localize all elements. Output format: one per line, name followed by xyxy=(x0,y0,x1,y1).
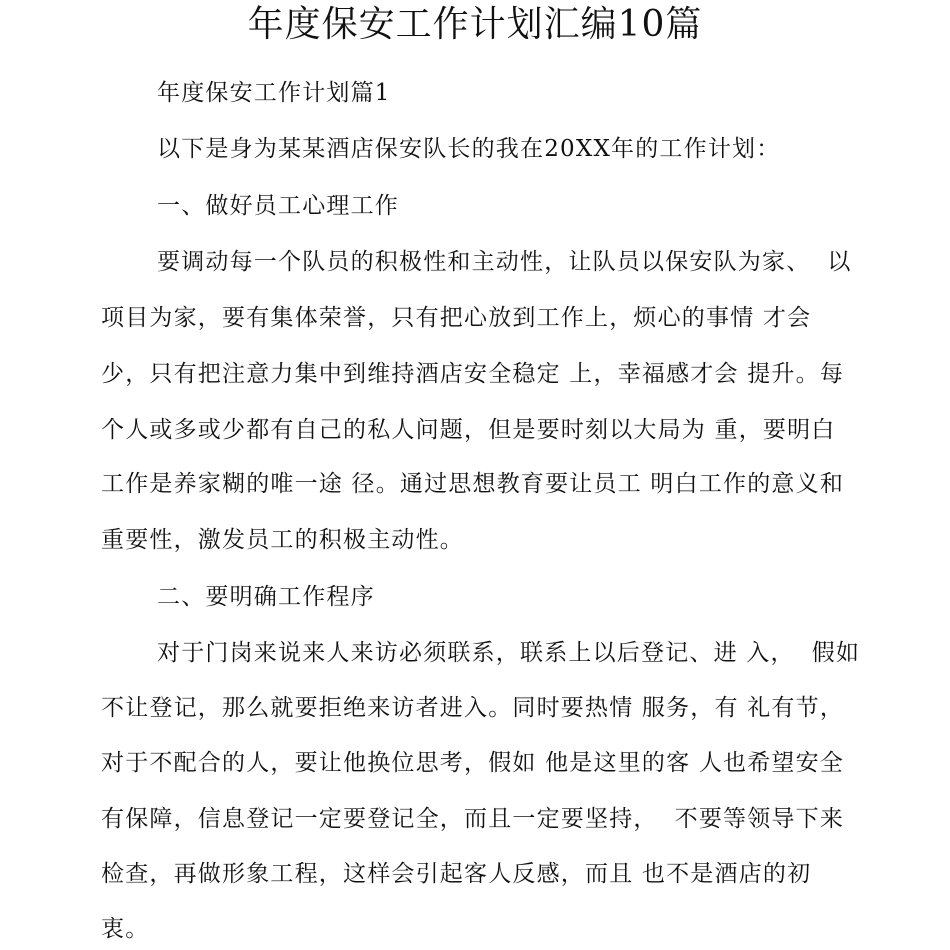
paragraph-line: 项目为家，要有集体荣誉，只有把心放到工作上，烦心的事情 才会 xyxy=(101,305,812,331)
paragraph-line: 要调动每一个队员的积极性和主动性，让队员以保安队为家、 以 xyxy=(157,249,852,275)
paragraph-line: 有保障，信息登记一定要登记全，而且一定要坚持， 不要等领导下来 xyxy=(101,806,845,832)
paragraph-line: 不让登记，那么就要拒绝来访者进入。同时要热情 服务，有 礼有节， xyxy=(101,695,845,721)
paragraph-line: 对于不配合的人，要让他换位思考，假如 他是这里的客 人也希望安全 xyxy=(101,750,845,776)
section-heading-article-1: 年度保安工作计划篇1 xyxy=(157,80,391,106)
section-heading-2: 二、要明确工作程序 xyxy=(157,584,375,610)
intro-paragraph: 以下是身为某某酒店保安队长的我在20XX年的工作计划： xyxy=(157,136,781,162)
paragraph-line: 工作是养家糊的唯一途 径。通过思想教育要让员工 明白工作的意义和 xyxy=(101,471,845,497)
paragraph-line: 衷。 xyxy=(101,916,150,942)
paragraph-line: 少，只有把注意力集中到维持酒店安全稳定 上，幸福感才会 提升。每 xyxy=(101,361,845,387)
paragraph-line: 对于门岗来说来人来访必须联系，联系上以后登记、进 入， 假如 xyxy=(157,640,861,666)
section-heading-1: 一、做好员工心理工作 xyxy=(157,193,399,219)
document-title: 年度保安工作计划汇编10篇 xyxy=(247,4,703,45)
paragraph-line: 个人或多或少都有自己的私人问题，但是要时刻以大局为 重，要明白 xyxy=(101,417,836,443)
paragraph-line: 重要性，激发员工的积极主动性。 xyxy=(101,527,464,553)
paragraph-line: 检查，再做形象工程，这样会引起客人反感，而且 也不是酒店的初 xyxy=(101,861,812,887)
